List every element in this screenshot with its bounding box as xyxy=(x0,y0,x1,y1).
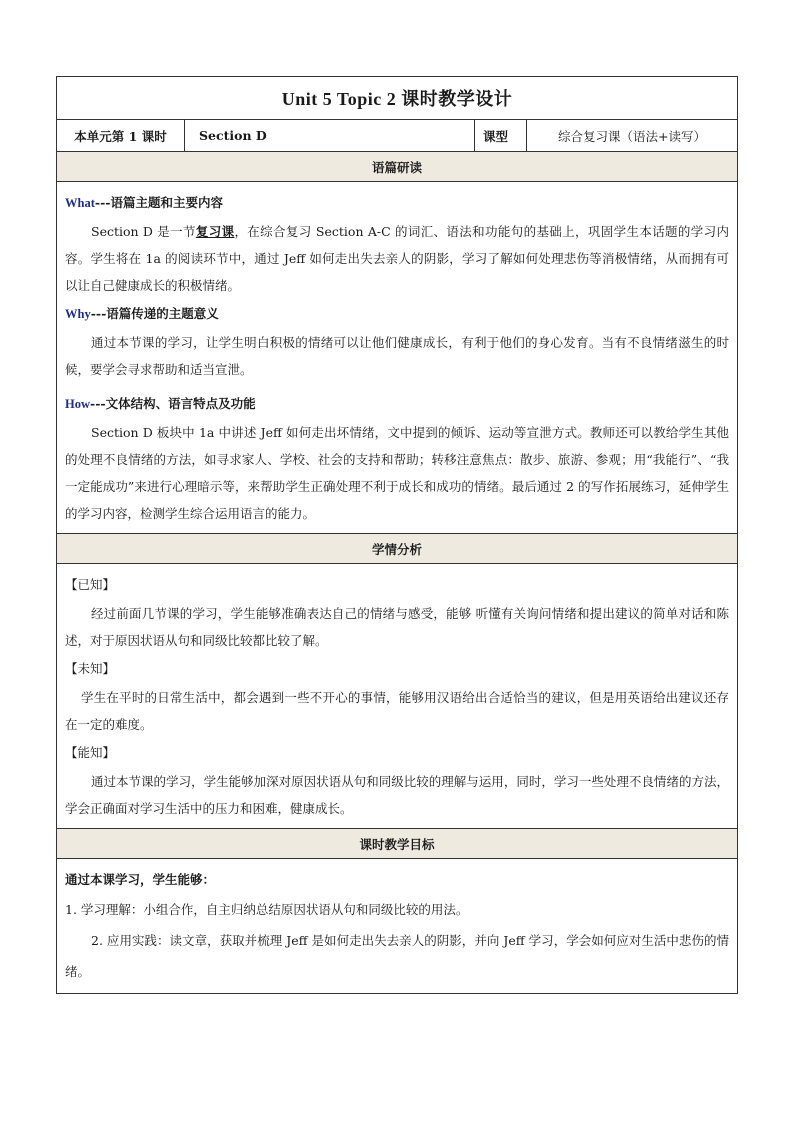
type-value: 综合复习课（语法+读写） xyxy=(558,128,706,144)
how-heading xyxy=(65,389,729,419)
what-text-post: ，在综合复习 Section A-C 的词汇、语法和功能句的基础上，巩固学生本话题的学习内容。学生将在 1a 的阅读环节中，通过 Jeff 如何走出失去亲人的阴影，学习了解如何处理悲伤等消极情绪，从而拥有可以让自己健康成长的积极情绪。 xyxy=(65,224,730,293)
unknown-paragraph: 学生在平时的日常生活中，都会遇到一些不开心的事情，能够用汉语给出合适恰当的建议，但是用英语给出建议还存在一定的难度。 xyxy=(65,690,729,732)
what-heading xyxy=(65,188,729,218)
goals-section xyxy=(57,859,737,994)
how-prefix: How xyxy=(65,397,90,411)
what-prefix: What xyxy=(65,196,95,210)
how-paragraph: Section D 板块中 1a 中讲述 Jeff 如何走出坏情绪，文中提到的倾诉、运动等宣泄方式。教师还可以教给学生其他的处理不良情绪的方法，如寻求家人、学校、社会的支持和帮助；转移注意焦点：散步、旅游、参观；用“我能行”、“我一定能成功”来进行心理暗示等，来帮助学生正确处理不利于成长和成功的情绪。最后通过 2 的写作拓展练习，延伸学生的学习内容，检测学生综合运用语言的能力。 xyxy=(65,425,729,521)
able-paragraph: 通过本节课的学习，学生能够加深对原因状语从句和同级比较的理解与运用，同时，学习一些处理不良情绪的方法，学会正确面对学习生活中的压力和困难，健康成长。 xyxy=(65,774,729,816)
unknown-label: 【未知】 xyxy=(65,661,116,676)
section-header-goals: 课时教学目标 xyxy=(57,829,737,859)
what-paragraph xyxy=(65,218,729,299)
why-title: ---语篇传递的主题意义 xyxy=(90,306,219,321)
section-header-reading: 语篇研读 xyxy=(57,152,737,182)
what-text-underlined: 复习课 xyxy=(195,224,235,239)
what-title: ---语篇主题和主要内容 xyxy=(94,195,223,210)
goals-intro: 通过本课学习，学生能够： xyxy=(65,872,216,887)
what-text-pre: Section D 是一节 xyxy=(91,224,196,239)
why-heading xyxy=(65,299,729,329)
known-label: 【已知】 xyxy=(65,577,116,592)
lesson-plan-table xyxy=(56,76,738,994)
section-value: Section D xyxy=(185,120,475,151)
meta-row xyxy=(57,120,737,152)
how-title: ---文体结构、语言特点及功能 xyxy=(90,396,256,411)
why-paragraph: 通过本节课的学习，让学生明白积极的情绪可以让他们健康成长，有利于他们的身心发育。当有不良情绪滋生的时候，要学会寻求帮助和适当宣泄。 xyxy=(65,335,729,377)
able-label: 【能知】 xyxy=(65,745,116,760)
goal-item-1: 1. 学习理解：小组合作，自主归纳总结原因状语从句和同级比较的用法。 xyxy=(65,902,469,917)
reading-section xyxy=(57,182,737,534)
section-header-analysis: 学情分析 xyxy=(57,534,737,564)
analysis-section xyxy=(57,564,737,829)
why-prefix: Why xyxy=(65,307,91,321)
document-title: Unit 5 Topic 2 课时教学设计 xyxy=(57,77,737,120)
goal-item-2: 2. 应用实践：读文章，获取并梳理 Jeff 是如何走出失去亲人的阴影，并向 Jeff 学习，学会如何应对生活中悲伤的情绪。 xyxy=(65,933,729,979)
type-label: 课型 xyxy=(475,120,527,151)
lesson-label: 本单元第 1 课时 xyxy=(57,120,185,151)
known-paragraph: 经过前面几节课的学习，学生能够准确表达自己的情绪与感受，能够 听懂有关询问情绪和提出建议的简单对话和陈述，对于原因状语从句和同级比较都比较了解。 xyxy=(65,606,729,648)
